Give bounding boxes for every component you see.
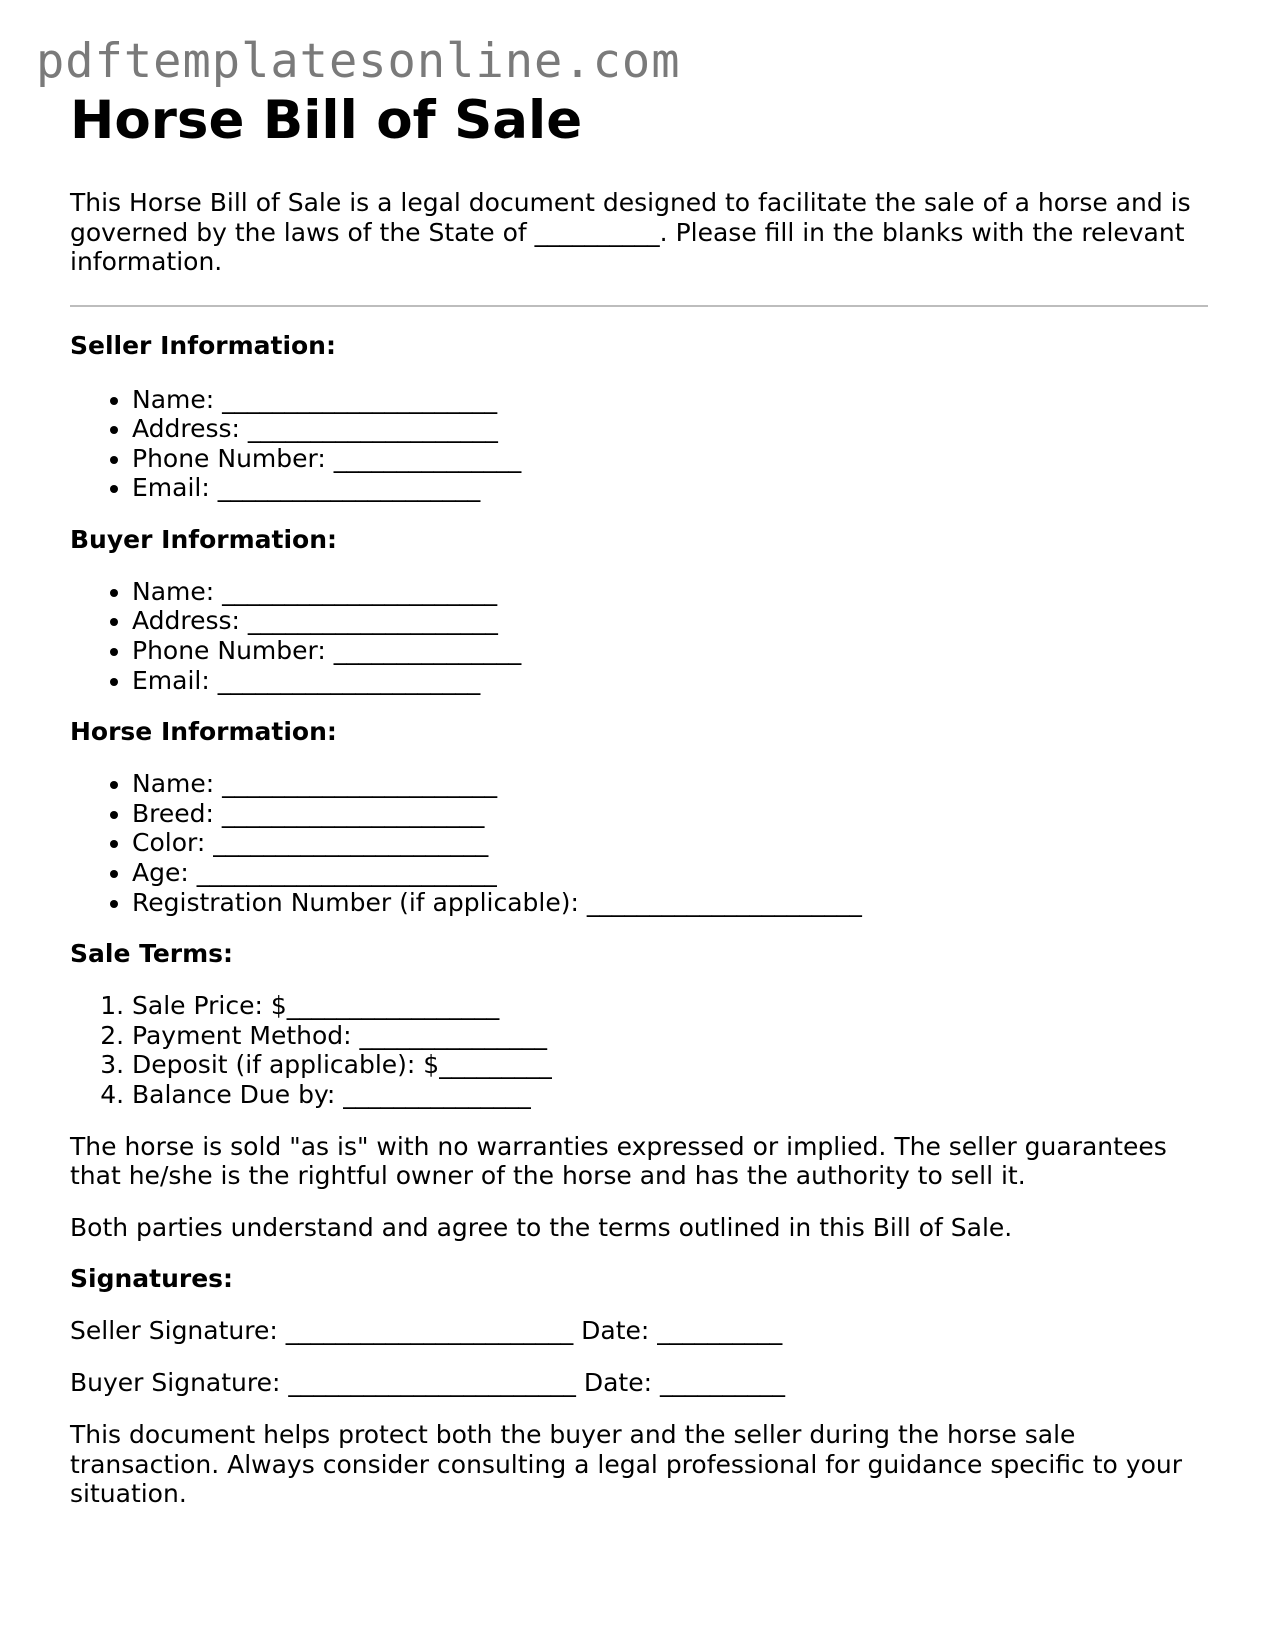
page-title: Horse Bill of Sale — [70, 90, 583, 151]
payment-method-field: 2. Payment Method: _______________ — [132, 1021, 1210, 1051]
horse-name-field: • Name: ______________________ — [132, 769, 1210, 799]
buyer-signature-line: Buyer Signature: _______________________ Date: __________ — [70, 1368, 785, 1398]
seller-phone-field: • Phone Number: _______________ — [132, 444, 1210, 474]
horse-color-field: • Color: ______________________ — [132, 828, 1210, 858]
deposit-field: 3. Deposit (if applicable): $_________ — [132, 1050, 1210, 1080]
seller-address-field: • Address: ____________________ — [132, 414, 1210, 444]
horse-list — [70, 769, 1210, 917]
divider — [70, 305, 1208, 307]
buyer-address-field: • Address: ____________________ — [132, 606, 1210, 636]
buyer-list — [70, 577, 1210, 695]
agreement-paragraph: Both parties understand and agree to the terms outlined in this Bill of Sale. — [70, 1212, 1013, 1242]
seller-email-field: • Email: _____________________ — [132, 473, 1210, 503]
seller-name-field: • Name: ______________________ — [132, 385, 1210, 415]
buyer-heading: Buyer Information: — [70, 524, 338, 554]
watermark: pdftemplatesonline.com — [36, 34, 681, 89]
document-page — [70, 88, 1210, 1509]
buyer-phone-field: • Phone Number: _______________ — [132, 636, 1210, 666]
buyer-name-field: • Name: ______________________ — [132, 577, 1210, 607]
as-is-paragraph: The horse is sold "as is" with no warranties expressed or implied. The seller guarantees that he/she is the rightful owner of the horse and has the authority to sell it. — [70, 1131, 1167, 1191]
sale-terms-list — [70, 991, 1210, 1109]
intro-paragraph: This Horse Bill of Sale is a legal document designed to facilitate the sale of a horse and is governed by the laws of the State of __________. Please fill in the blanks with the relevant information. — [70, 188, 1191, 276]
seller-list — [70, 385, 1210, 503]
seller-heading: Seller Information: — [70, 330, 336, 360]
seller-signature-line: Seller Signature: _______________________ Date: __________ — [70, 1316, 783, 1346]
buyer-email-field: • Email: _____________________ — [132, 666, 1210, 696]
horse-breed-field: • Breed: _____________________ — [132, 799, 1210, 829]
sale-terms-heading: Sale Terms: — [70, 939, 234, 969]
horse-registration-field: • Registration Number (if applicable): ______________________ — [132, 888, 1210, 918]
horse-age-field: • Age: ________________________ — [132, 858, 1210, 888]
closing-paragraph: This document helps protect both the buyer and the seller during the horse sale transaction. Always consider consulting a legal professional for guidance specific to your situation. — [70, 1420, 1182, 1509]
sale-price-field: 1. Sale Price: $_________________ — [132, 991, 1210, 1021]
balance-due-field: 4. Balance Due by: _______________ — [132, 1080, 1210, 1110]
horse-heading: Horse Information: — [70, 717, 337, 747]
signatures-heading: Signatures: — [70, 1264, 234, 1294]
